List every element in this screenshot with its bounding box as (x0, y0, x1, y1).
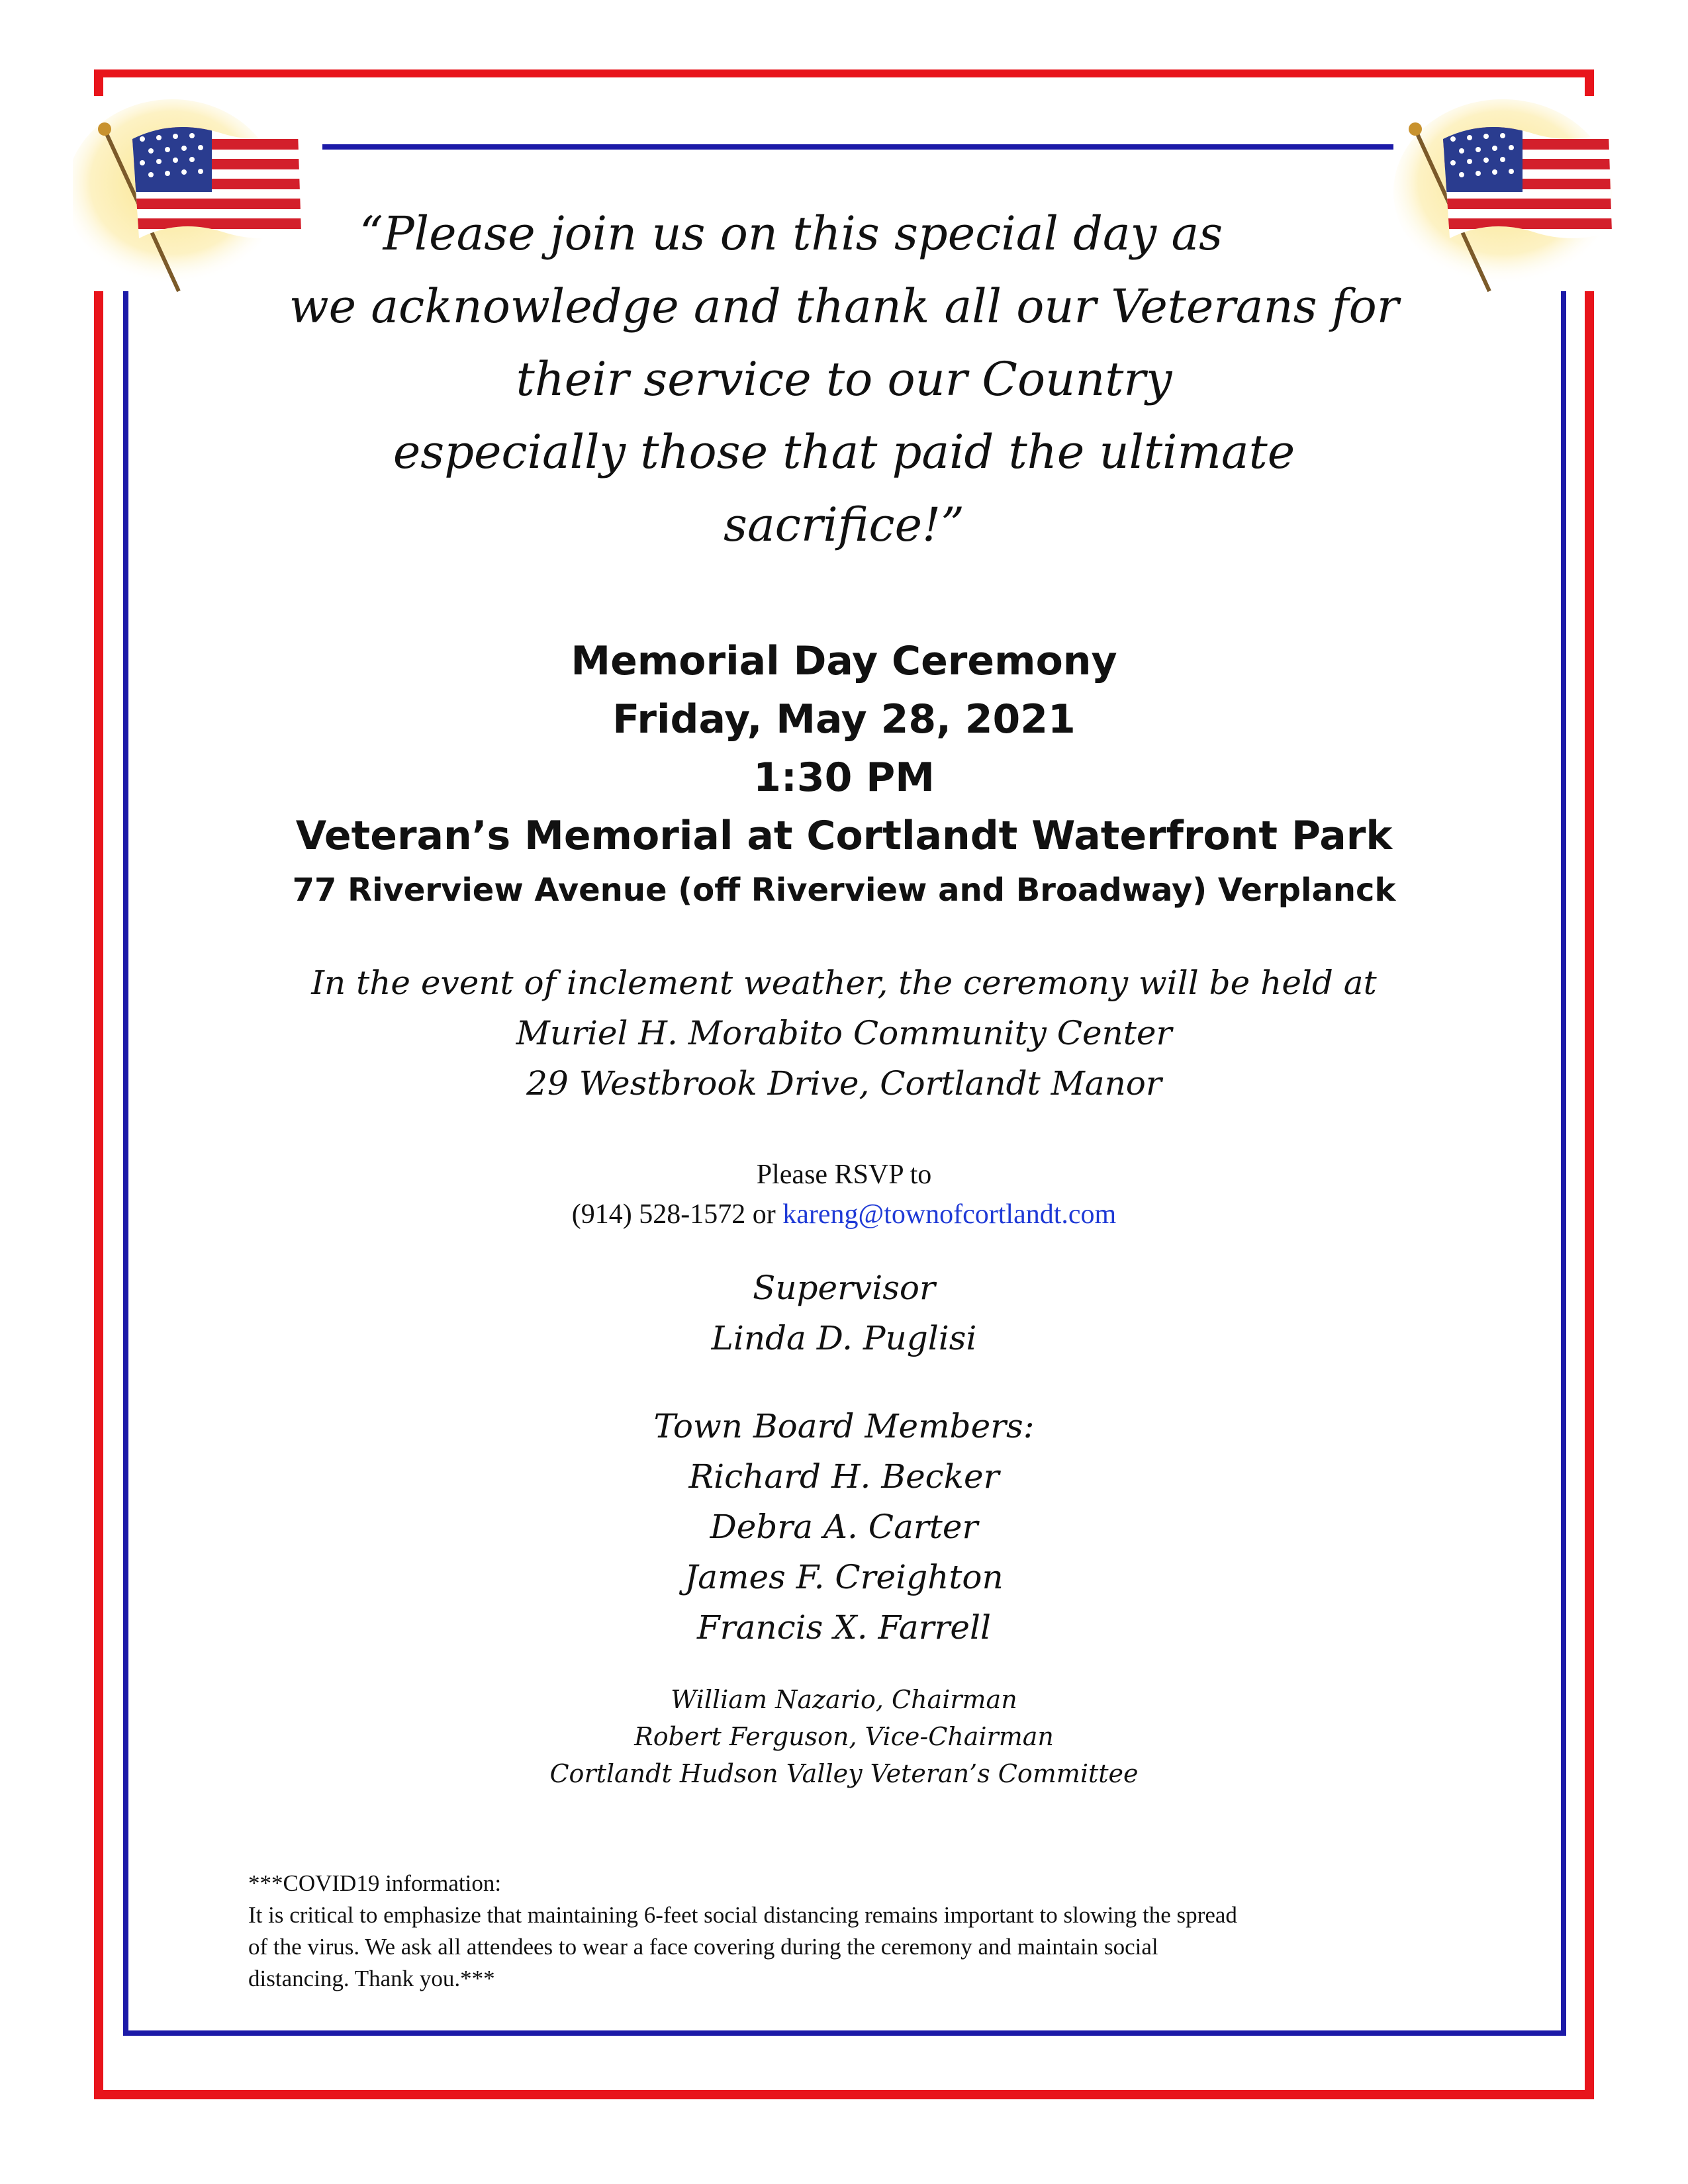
alternate-address: 29 Westbrook Drive, Cortlandt Manor (526, 1064, 1162, 1103)
weather-notice (0, 958, 1688, 1109)
quote-line: their service to our Country (516, 352, 1172, 406)
supervisor-title: Supervisor (753, 1269, 935, 1307)
border-left-red-top (94, 69, 103, 96)
board-heading: Town Board Members: (653, 1407, 1035, 1445)
border-top-red (94, 69, 1594, 77)
covid-line: of the virus. We ask all attendees to wear a face covering during the ceremony and maintain social (248, 1934, 1158, 1960)
covid-notice (248, 1868, 1473, 1995)
quote-line: especially those that paid the ultimate (393, 425, 1295, 479)
committee-line: William Nazario, Chairman (671, 1685, 1017, 1714)
rsvp-email-link[interactable]: kareng@townofcortlandt.com (782, 1199, 1117, 1230)
rsvp-contact (0, 1195, 1688, 1234)
board-member: Richard H. Becker (688, 1457, 1000, 1496)
supervisor-name: Linda D. Puglisi (711, 1319, 977, 1357)
border-top-blue (322, 144, 1393, 150)
quote-line: we acknowledge and thank all our Veterans for (289, 279, 1399, 334)
committee-name: Cortlandt Hudson Valley Veteran’s Committee (549, 1759, 1139, 1788)
town-board-block (0, 1401, 1688, 1653)
weather-line: In the event of inclement weather, the ceremony will be held at (311, 964, 1377, 1002)
covid-line: ***COVID19 information: (248, 1870, 502, 1896)
event-details (0, 632, 1688, 915)
committee-line: Robert Ferguson, Vice-Chairman (634, 1722, 1054, 1751)
rsvp-heading: Please RSVP to (756, 1160, 932, 1190)
event-date: Friday, May 28, 2021 (612, 696, 1076, 743)
border-bottom-red (94, 2090, 1594, 2099)
border-bottom-blue (123, 2030, 1566, 2036)
event-venue: Veteran’s Memorial at Cortlandt Waterfront Park (295, 813, 1393, 859)
event-address: 77 Riverview Avenue (off Riverview and Broadway) Verplanck (292, 872, 1396, 909)
quote-line: “Please join us on this special day as (359, 206, 1223, 261)
covid-line: It is critical to emphasize that maintaining 6-feet social distancing remains important to slowing the spread (248, 1902, 1237, 1928)
supervisor-block (0, 1263, 1688, 1363)
board-member: Debra A. Carter (710, 1508, 978, 1546)
quote-line: sacrifice!” (724, 498, 964, 552)
event-time: 1:30 PM (753, 754, 935, 801)
committee-block (0, 1681, 1688, 1792)
alternate-venue: Muriel H. Morabito Community Center (516, 1014, 1172, 1052)
covid-line: distancing. Thank you.*** (248, 1966, 495, 1991)
board-member: Francis X. Farrell (696, 1608, 992, 1647)
invitation-quote (0, 197, 1688, 561)
rsvp-block (0, 1155, 1688, 1234)
event-title: Memorial Day Ceremony (571, 638, 1117, 684)
rsvp-phone: (914) 528-1572 or (571, 1199, 783, 1230)
border-right-red-top (1585, 69, 1594, 96)
board-member: James F. Creighton (684, 1558, 1004, 1596)
